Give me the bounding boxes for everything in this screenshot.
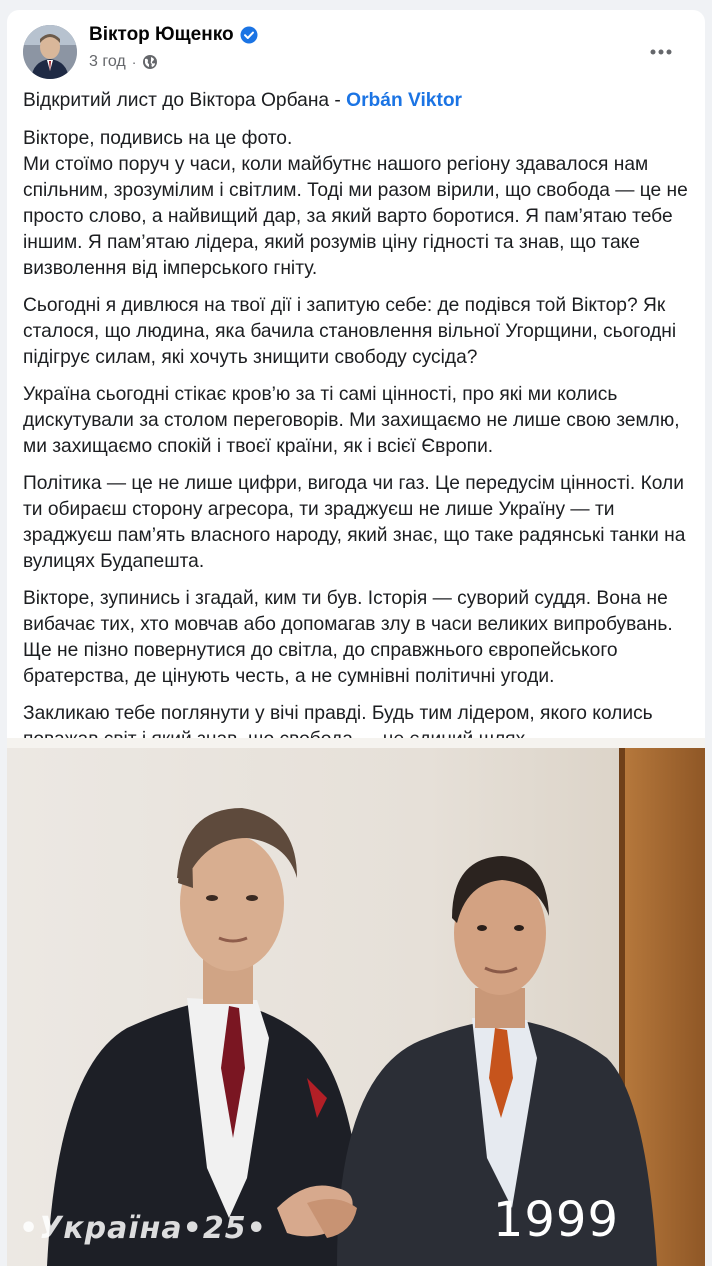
meta-separator: · bbox=[131, 54, 137, 70]
photo-watermark: •Україна•25• bbox=[19, 1211, 267, 1246]
post-paragraph: Закликаю тебе поглянути у вічі правді. Будь тим лідером, якого колись bbox=[23, 703, 653, 724]
post-title bbox=[23, 88, 693, 114]
post-title-text: Відкритий лист до Віктора Орбана - bbox=[23, 90, 347, 111]
author-name-link[interactable] bbox=[89, 24, 258, 46]
photo-year-label: 1999 bbox=[492, 1192, 619, 1248]
author-name[interactable]: Віктор Ющенко bbox=[89, 24, 234, 45]
author-avatar[interactable] bbox=[23, 25, 77, 79]
post-paragraph: Сьогодні я дивлюся на твої дії і запитую себе: де подівся той Віктор? Як сталося, що людина, яка бачила становлення вільної Угорщини, сьогодні підігрує силам, які хочуть знищити свободу сусіда? bbox=[23, 295, 677, 368]
post-body bbox=[23, 88, 693, 764]
post-photo[interactable] bbox=[7, 738, 705, 1266]
post-meta bbox=[89, 53, 158, 71]
post-card bbox=[7, 10, 705, 1266]
mention-link[interactable]: Orbán Viktor bbox=[346, 90, 463, 111]
post-timestamp[interactable]: 3 год bbox=[89, 53, 126, 70]
verified-badge-icon bbox=[240, 26, 258, 44]
post-paragraph: Україна сьогодні стікає кров’ю за ті самі цінності, про які ми колись дискутували за столом переговорів. Ми захищаємо не лише свою землю, ми захищаємо спокій і твоєї країни, як і всієї Європи. bbox=[23, 384, 680, 457]
post-paragraph: Вікторе, подивись на це фото. Ми стоїмо поруч у часи, коли майбутнє нашого регіону здавалося нам спільним, зрозумілим і світлим. Тоді ми разом вірили, що свобода — це не просто слово, а найвищий дар, за який варто боротися. Я пам’ятаю тебе іншим. Я пам’ятаю лідера, який розумів ціну гідності та знав, що таке визволення від імперського гніту. bbox=[23, 128, 688, 279]
globe-icon[interactable] bbox=[142, 54, 158, 70]
more-options-icon[interactable] bbox=[643, 34, 679, 70]
post-paragraph: Вікторе, зупинись і згадай, ким ти був. Історія — суворий суддя. Вона не вибачає тих, хто мовчав або допомагав злу в часи великих випробувань. Ще не пізно повернутися до світла, до справжнього європейського братерства, де цінують честь, а не сумнівні політичні угоди. bbox=[23, 588, 673, 687]
post-paragraph: Політика — це не лише цифри, вигода чи газ. Це передусім цінності. Коли ти обираєш сторону агресора, ти зраджуєш не лише Україну — ти зраджуєш пам’ять власного народу, який знає, що таке радянські танки на вулицях Будапешта. bbox=[23, 473, 686, 572]
